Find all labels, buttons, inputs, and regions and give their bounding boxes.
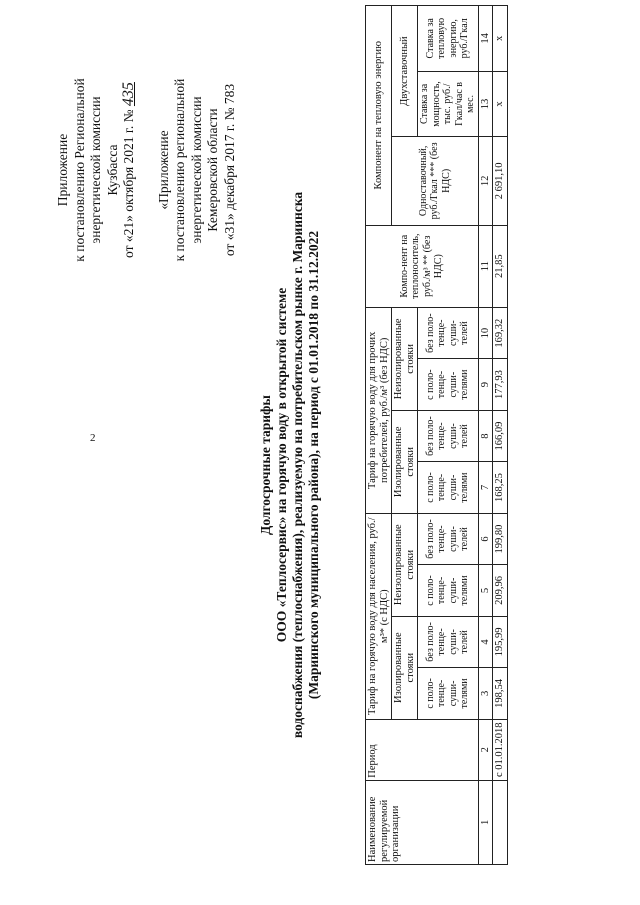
organization-cell [493,780,508,864]
appendix-line: к постановлению Региональной [71,78,87,262]
header-with-towel-dryers: с поло-тенце-суши-телями [418,462,479,513]
header-without-towel-dryers: без поло-тенце-суши-телей [418,307,479,358]
header-single-rate: Одноставочный, руб./Гкал *** (без НДС) [392,137,479,225]
value-cell: 198,54 [493,668,508,719]
value-cell: 21,85 [493,225,508,307]
header-isolated: Изолированные стояки [392,410,418,513]
header-heat-rate: Ставка за тепловую энергию, руб./Гкал [418,6,479,72]
value-cell: 169,32 [493,307,508,358]
column-number: 13 [478,71,493,137]
column-number: 3 [478,668,493,719]
old-appendix-line: энергетической комиссии [188,96,204,244]
old-appendix-line: «Приложение [155,130,171,210]
value-cell: х [493,6,508,72]
header-non-isolated: Неизолированные стояки [392,307,418,410]
appendix-line: энергетической комиссии [88,96,103,244]
appendix-line: Приложение [55,133,70,207]
title-line: (Мариинского муниципального района), на период с 01.01.2018 по 31.12.2022 [306,230,321,700]
column-number-row [478,6,493,865]
header-thermal-component: Компонент на тепловую энергию [366,6,392,226]
old-appendix-line: Кемеровской области [205,108,220,232]
old-appendix-line: к постановлению региональной [172,78,187,262]
header-population-tariff: Тариф на горячую воду для населения, руб./м³* (с НДС) [366,513,392,719]
value-cell: 209,96 [493,565,508,616]
value-cell: 166,09 [493,410,508,461]
header-coolant-component: Компо-нент на теплоноситель, руб./м³ ** (без НДС) [366,225,479,307]
header-with-towel-dryers: с поло-тенце-суши-телями [418,668,479,719]
header-row [366,6,392,865]
column-number: 14 [478,6,493,72]
column-number: 11 [478,225,493,307]
page-number: 2 [90,432,96,444]
table-row [493,6,508,865]
title-line: ООО «Теплосервис» на горячую воду в открытой системе [274,287,289,643]
header-with-towel-dryers: с поло-тенце-суши-телями [418,359,479,410]
column-number: 5 [478,565,493,616]
column-number: 9 [478,359,493,410]
column-number: 7 [478,462,493,513]
column-number: 10 [478,307,493,358]
value-cell: 177,93 [493,359,508,410]
header-without-towel-dryers: без поло-тенце-суши-телей [418,616,479,667]
value-cell: 168,25 [493,462,508,513]
value-cell: 195,99 [493,616,508,667]
appendix-date-text: от «21» октября 2021 г. № [121,109,136,258]
header-without-towel-dryers: без поло-тенце-суши-телей [418,410,479,461]
header-other-tariff: Тариф на горячую воду для прочих потребителей, руб./м³ (без НДС) [366,307,392,513]
header-with-towel-dryers: с поло-тенце-суши-телями [418,565,479,616]
header-non-isolated: Неизолированные стояки [392,513,418,616]
value-cell: 199,80 [493,513,508,564]
column-number: 1 [478,780,493,864]
appendix-line: Кузбасса [104,144,120,196]
document-title [258,85,322,845]
header-period: Период [366,719,479,780]
appendix-line [121,20,138,320]
column-number: 8 [478,410,493,461]
column-number: 6 [478,513,493,564]
header-two-rate: Двухставочный [392,6,418,137]
tariff-table [365,5,508,865]
old-appendix-line: от «31» декабря 2017 г. № 783 [221,83,237,257]
header-power-rate: Ставка за мощность, тыс. руб./Гкал/час в мес. [418,71,479,137]
value-cell: 2 691,10 [493,137,508,225]
column-number: 2 [478,719,493,780]
period-cell: с 01.01.2018 [493,719,508,780]
column-number: 12 [478,137,493,225]
title-line: водоснабжения (теплоснабжения), реализуемую на потребительском рынке г. Мариинска [290,191,305,739]
handwritten-number: 435 [120,82,137,107]
value-cell: х [493,71,508,137]
header-isolated: Изолированные стояки [392,616,418,719]
header-without-towel-dryers: без поло-тенце-суши-телей [418,513,479,564]
column-number: 4 [478,616,493,667]
header-organization: Наименование регулируемой организации [366,780,479,864]
title-line: Долгосрочные тарифы [258,395,273,535]
appendix-block [55,20,238,320]
